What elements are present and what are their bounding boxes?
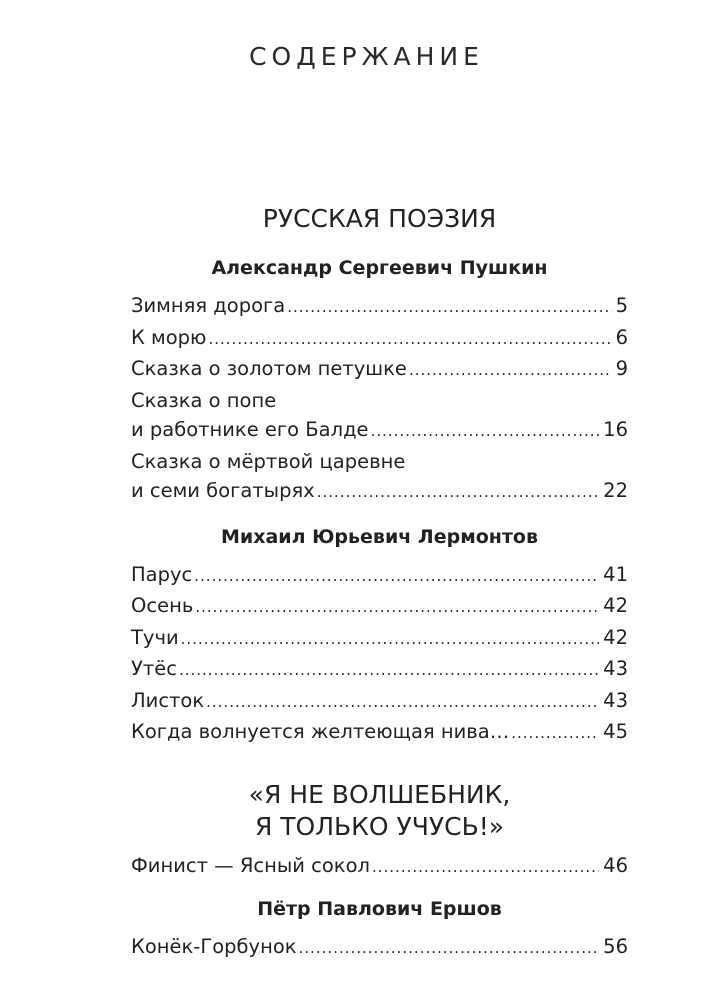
entry-title: Парус	[131, 562, 193, 586]
toc-entry[interactable]	[131, 354, 628, 386]
toc-entry[interactable]	[131, 386, 628, 447]
entry-title-line1: Сказка о мёртвой царевне	[131, 449, 406, 473]
entry-page: 56	[603, 935, 628, 958]
entry-title: Осень	[131, 594, 194, 617]
entry-title: Когда волнуется желтеющая нива…	[131, 720, 510, 743]
entry-page: 43	[603, 657, 628, 680]
dot-leader	[287, 293, 611, 323]
dot-leader	[371, 417, 600, 447]
dot-leader	[511, 719, 599, 749]
table-of-contents	[131, 203, 628, 964]
section-title-line2: Я ТОЛЬКО УЧУСЬ!»	[254, 811, 505, 841]
section-title-not-a-wizard	[131, 779, 628, 843]
entry-page: 16	[603, 418, 628, 441]
toc-entry[interactable]	[131, 291, 628, 323]
dot-leader	[409, 356, 612, 386]
toc-entry[interactable]	[131, 932, 628, 964]
dot-leader	[208, 325, 611, 355]
entry-title-line2: и семи богатырях	[131, 479, 315, 502]
author-pushkin: Александр Сергеевич Пушкин	[211, 257, 548, 279]
entry-title-line1: Сказка о попе	[131, 388, 277, 412]
entry-page: 42	[603, 594, 628, 617]
entry-title: Тучи	[131, 625, 179, 649]
entry-title: Утёс	[131, 657, 177, 680]
dot-leader	[179, 656, 599, 686]
toc-entry[interactable]	[131, 623, 628, 655]
entry-title: Зимняя дорога	[131, 294, 286, 317]
entry-title: К морю	[131, 325, 207, 349]
dot-leader	[194, 562, 599, 592]
dot-leader	[195, 593, 599, 623]
page-title: СОДЕРЖАНИЕ	[249, 42, 484, 71]
toc-entry[interactable]	[131, 654, 628, 686]
entry-title: Финист — Ясный сокол	[131, 853, 370, 877]
toc-entry[interactable]	[131, 686, 628, 718]
entry-page: 9	[615, 357, 628, 380]
entry-title: Сказка о золотом петушке	[131, 357, 407, 380]
author-ershov: Пётр Павлович Ершов	[257, 898, 502, 920]
entry-title: Конёк-Горбунок	[131, 935, 297, 958]
toc-entry[interactable]	[131, 323, 628, 355]
entry-page: 46	[603, 853, 628, 877]
toc-entry[interactable]	[131, 717, 628, 749]
dot-leader	[299, 934, 600, 964]
toc-entry[interactable]	[131, 447, 628, 508]
entry-title: Листок	[131, 688, 205, 712]
section-title-russian-poetry: РУССКАЯ ПОЭЗИЯ	[262, 204, 497, 233]
dot-leader	[372, 853, 599, 883]
toc-entry[interactable]	[131, 560, 628, 592]
entry-page: 42	[603, 625, 628, 649]
entry-title-line2: и работнике его Балде	[131, 418, 369, 441]
entry-page: 45	[603, 720, 628, 743]
toc-entry[interactable]	[131, 591, 628, 623]
toc-entry[interactable]	[131, 851, 628, 883]
entry-page: 22	[603, 479, 628, 502]
dot-leader	[181, 625, 600, 655]
dot-leader	[317, 478, 599, 508]
section-title-line1: «Я НЕ ВОЛШЕБНИК,	[248, 779, 511, 809]
entry-page: 43	[603, 688, 628, 712]
entry-page: 41	[603, 562, 628, 586]
entry-page: 6	[615, 325, 628, 349]
entry-page: 5	[615, 294, 628, 317]
dot-leader	[206, 688, 599, 718]
author-lermontov: Михаил Юрьевич Лермонтов	[220, 525, 538, 548]
